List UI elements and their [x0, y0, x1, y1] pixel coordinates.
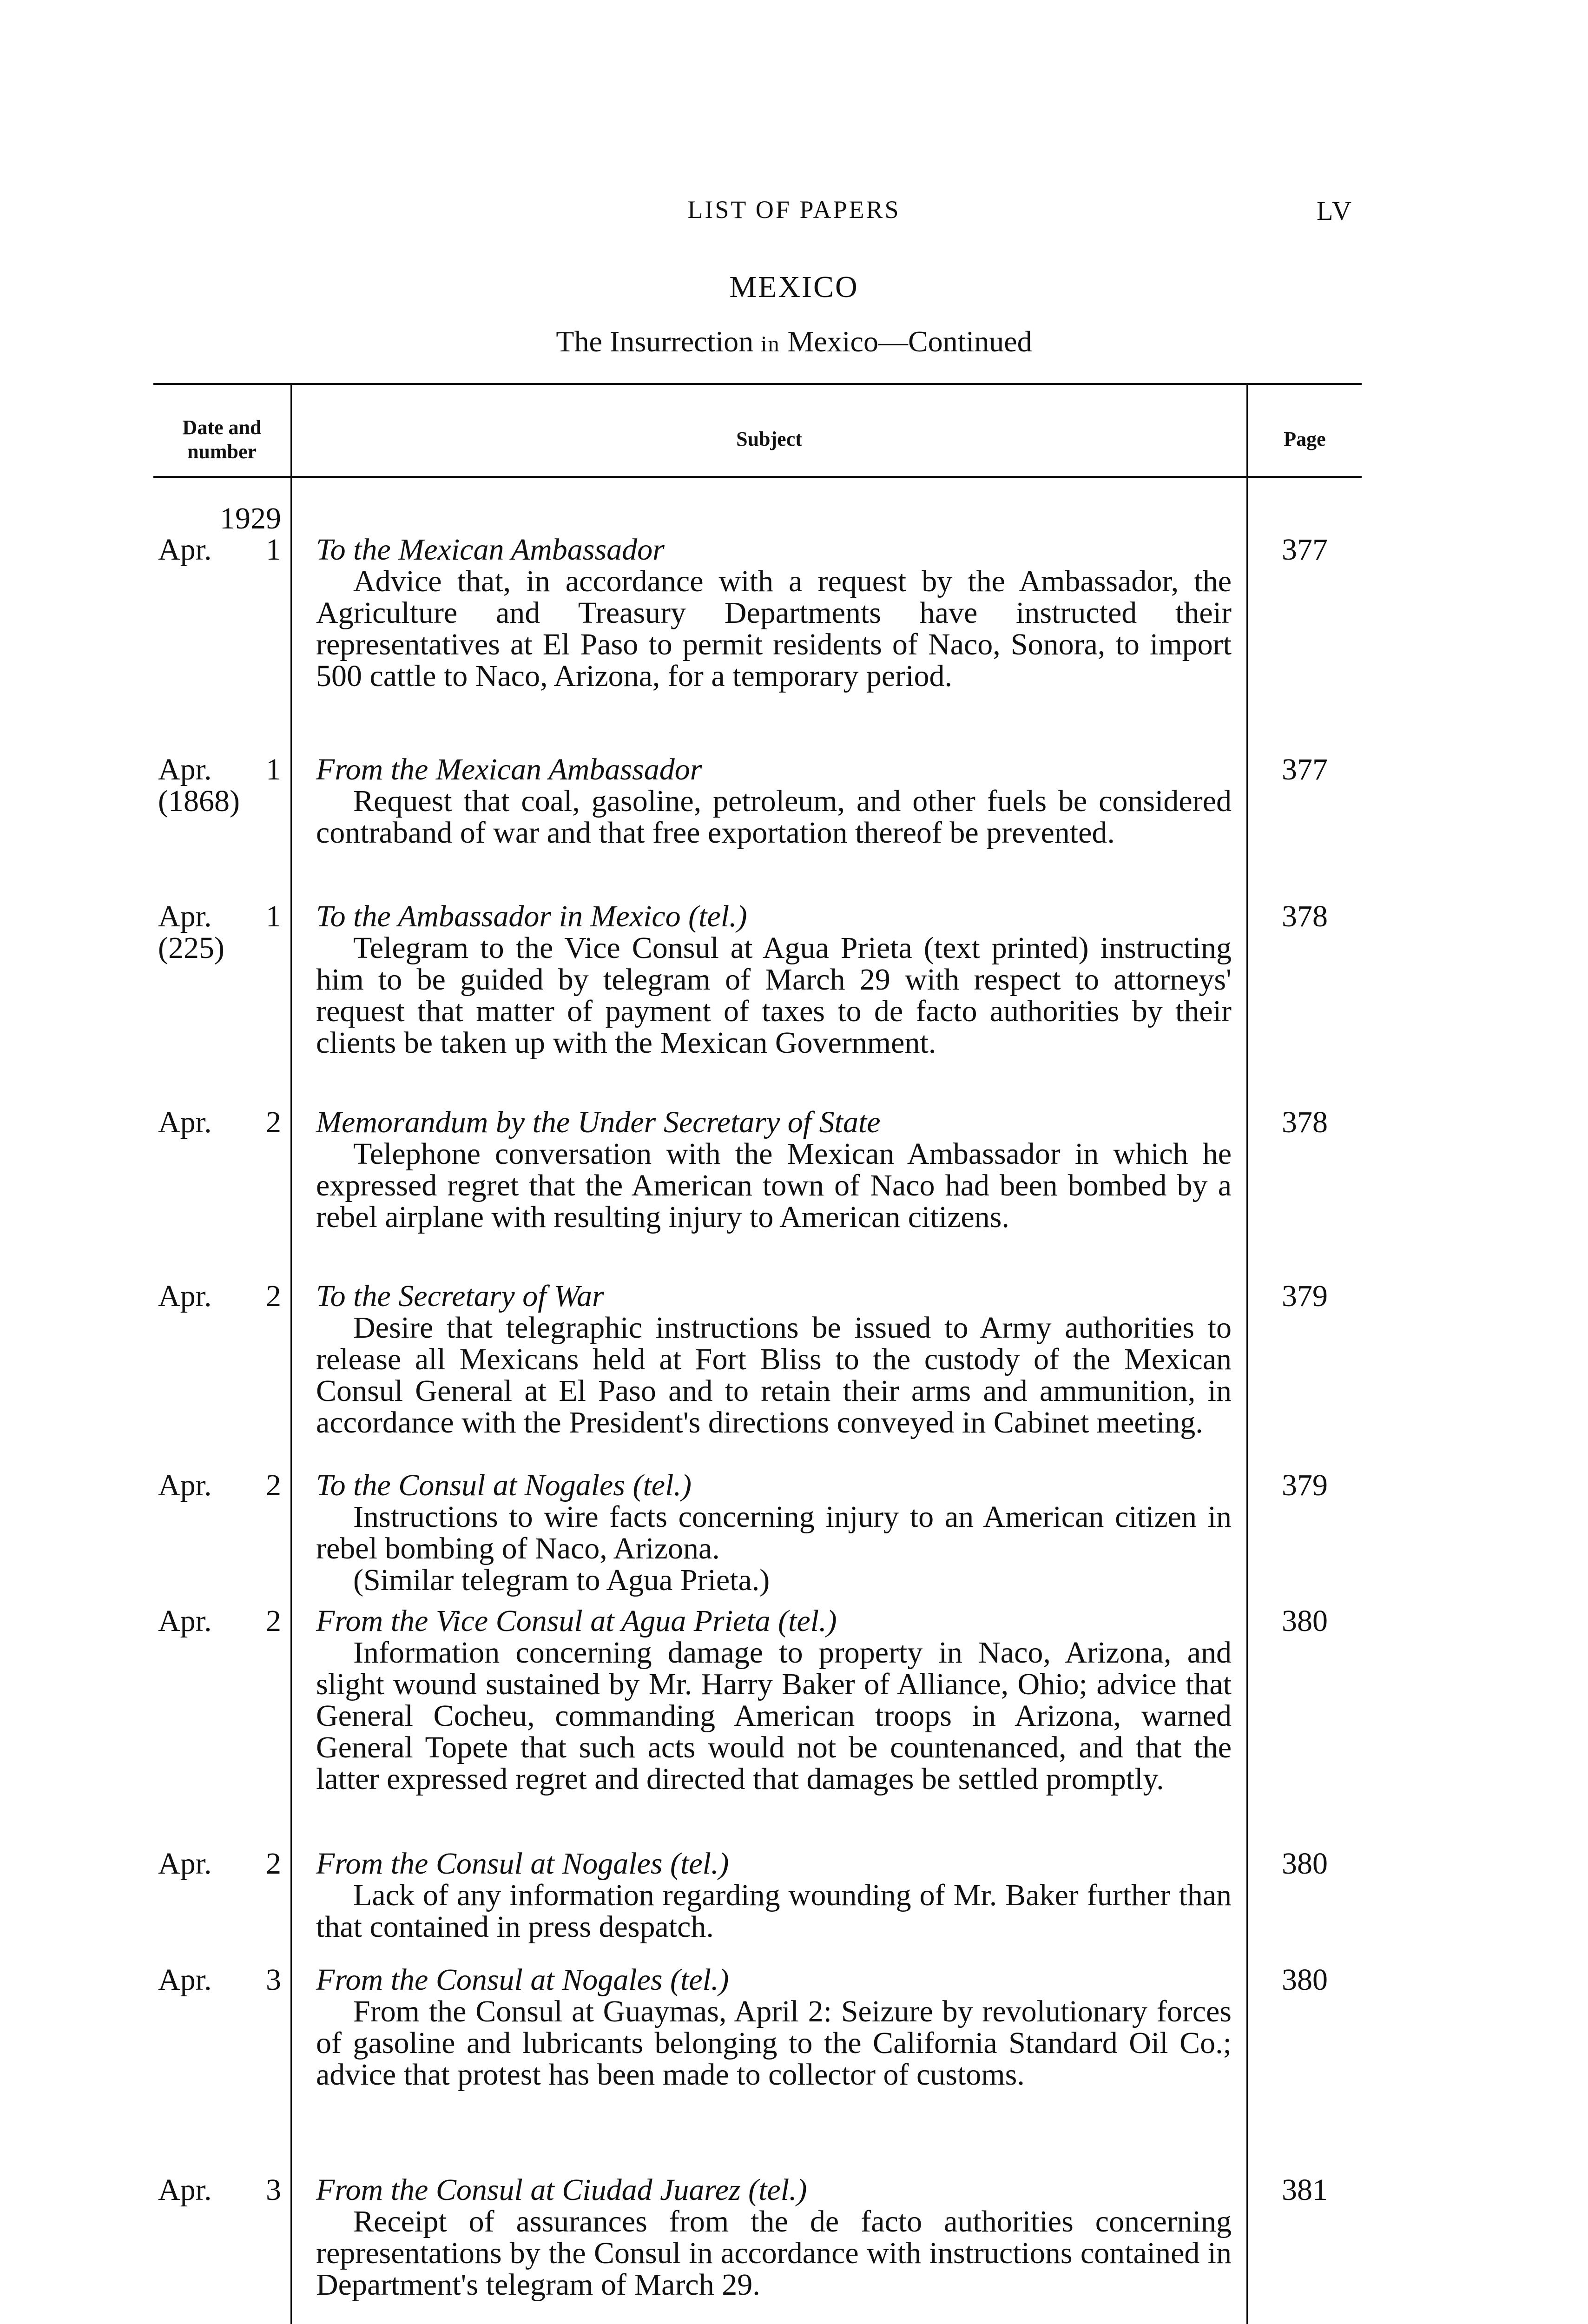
section-word: Insurrection	[609, 325, 754, 358]
entry-day: 2	[266, 1847, 281, 1881]
section-heading	[0, 324, 1588, 359]
entry-summary: From the Consul at Guaymas, April 2: Seizure by revolutionary forces of gasoline and lubricants belonging to the California Standard Oil Co.; advice that protest has been made to collector of customs.	[316, 1994, 1232, 2092]
entry-addressee: To the Consul at Nogales (tel.)	[316, 1468, 692, 1502]
entry-page: 378	[1282, 1105, 1328, 1139]
column-divider	[290, 383, 292, 2324]
entry-month: Apr.	[158, 2173, 212, 2207]
entry-page: 381	[1282, 2173, 1328, 2207]
column-header-date: Date and number	[182, 416, 262, 463]
entry-day: 2	[266, 1279, 281, 1313]
entry-date	[153, 1281, 286, 1312]
entry-date	[153, 1964, 286, 1996]
entry-addressee: From the Consul at Nogales (tel.)	[316, 1847, 729, 1881]
section-suffix: —Continued	[878, 325, 1032, 358]
entry-number: (1868)	[158, 784, 240, 818]
entry-subject	[316, 901, 1232, 1059]
entry-day: 2	[266, 1105, 281, 1139]
entry-subject	[316, 1281, 1232, 1439]
running-head	[0, 195, 1588, 232]
entry-month: Apr.	[158, 1963, 212, 1997]
entry-month: Apr.	[158, 1847, 212, 1881]
running-title: LIST OF PAPERS	[687, 196, 901, 224]
entry-date	[153, 1470, 286, 1501]
entry-summary: Instructions to wire facts concerning injury to an American citizen in rebel bombing of Naco, Arizona.	[316, 1500, 1232, 1565]
entry-subject	[316, 1605, 1232, 1795]
entry-addressee: To the Ambassador in Mexico (tel.)	[316, 899, 747, 933]
entry-date	[153, 534, 286, 566]
entry-addressee: Memorandum by the Under Secretary of State	[316, 1105, 881, 1139]
entry-page: 379	[1282, 1468, 1328, 1502]
section-word: in	[761, 332, 780, 357]
entry-addressee: From the Consul at Nogales (tel.)	[316, 1963, 729, 1997]
section-word: The	[556, 325, 602, 358]
entry-date	[153, 901, 286, 964]
entry-day: 1	[266, 753, 281, 786]
entry-summary: Request that coal, gasoline, petroleum, and other fuels be considered contraband of war and that free exportation thereof be prevented.	[316, 784, 1232, 850]
entry-month: Apr.	[158, 1604, 212, 1638]
entry-summary: Receipt of assurances from the de facto authorities concerning representations by the Consul in accordance with instructions contained in Department's telegram of March 29.	[316, 2205, 1232, 2302]
entry-page: 380	[1282, 1604, 1328, 1638]
entry-addressee: From the Consul at Ciudad Juarez (tel.)	[316, 2173, 807, 2207]
entry-note: (Similar telegram to Agua Prieta.)	[353, 1563, 770, 1597]
entry-day: 1	[266, 899, 281, 933]
entry-subject	[316, 1470, 1232, 1596]
entry-subject	[316, 1848, 1232, 1943]
entry-date	[153, 1605, 286, 1637]
entry-page: 380	[1282, 1847, 1328, 1881]
entry-summary: Advice that, in accordance with a request by the Ambassador, the Agriculture and Treasury Departments have instructed their representatives at El Paso to permit residents of Naco, Sonora, to import 500 cattle to Naco, Arizona, for a temporary period.	[316, 564, 1232, 693]
year-label: 1929	[220, 502, 281, 535]
entry-month: Apr.	[158, 533, 212, 567]
entry-subject	[316, 534, 1232, 692]
entry-page: 379	[1282, 1279, 1328, 1313]
entry-day: 1	[266, 533, 281, 567]
entry-date	[153, 2174, 286, 2206]
entry-number: (225)	[158, 931, 224, 965]
entry-subject	[316, 1107, 1232, 1233]
entry-subject	[316, 1964, 1232, 2091]
table-top-rule	[153, 383, 1362, 385]
entry-month: Apr.	[158, 1279, 212, 1313]
entry-date	[153, 1107, 286, 1138]
entry-page: 377	[1282, 753, 1328, 786]
column-header-subject: Subject	[736, 428, 802, 450]
entry-addressee: From the Vice Consul at Agua Prieta (tel.)	[316, 1604, 837, 1638]
entry-date	[153, 1848, 286, 1880]
entry-summary: Desire that telegraphic instructions be issued to Army authorities to release all Mexicans held at Fort Bliss to the custody of the Mexican Consul General at El Paso and to retain their arms and ammunition, in accordance with the President's directions conveyed in Cabinet meeting.	[316, 1311, 1232, 1439]
entry-summary: Information concerning damage to property in Naco, Arizona, and slight wound sustained by Mr. Harry Baker of Alliance, Ohio; advice that General Cocheu, commanding American troops in Arizona, warned General Topete that such acts would not be countenanced, and that the latter expressed regret and directed that damages be settled promptly.	[316, 1636, 1232, 1796]
entry-day: 3	[266, 1963, 281, 1997]
entry-addressee: To the Mexican Ambassador	[316, 533, 665, 567]
entry-summary: Telephone conversation with the Mexican Ambassador in which he expressed regret that the American town of Naco had been bombed by a rebel airplane with resulting injury to American citizens.	[316, 1137, 1232, 1234]
entry-month: Apr.	[158, 1105, 212, 1139]
entry-month: Apr.	[158, 1468, 212, 1502]
entry-day: 2	[266, 1604, 281, 1638]
table-header-rule	[153, 476, 1362, 478]
country-heading: MEXICO	[729, 270, 859, 304]
entry-summary: Lack of any information regarding wounding of Mr. Baker further than that contained in press despatch.	[316, 1878, 1232, 1944]
papers-table	[153, 383, 1362, 2324]
entry-subject	[316, 2174, 1232, 2301]
entry-addressee: To the Secretary of War	[316, 1279, 604, 1313]
entry-summary: Telegram to the Vice Consul at Agua Prieta (text printed) instructing him to be guided by telegram of March 29 with respect to attorneys' request that matter of payment of taxes to de facto authorities by their clients be taken up with the Mexican Government.	[316, 931, 1232, 1060]
entry-day: 3	[266, 2173, 281, 2207]
entry-month: Apr.	[158, 899, 212, 933]
entry-date	[153, 754, 286, 817]
entry-page: 380	[1282, 1963, 1328, 1997]
column-header-page: Page	[1284, 428, 1326, 450]
page-folio: LV	[1317, 196, 1353, 226]
entry-page: 378	[1282, 899, 1328, 933]
entry-subject	[316, 754, 1232, 849]
entry-month: Apr.	[158, 753, 212, 786]
column-divider	[1246, 383, 1248, 2324]
entry-page: 377	[1282, 533, 1328, 567]
entry-addressee: From the Mexican Ambassador	[316, 753, 702, 786]
entry-day: 2	[266, 1468, 281, 1502]
section-word: Mexico	[787, 325, 878, 358]
